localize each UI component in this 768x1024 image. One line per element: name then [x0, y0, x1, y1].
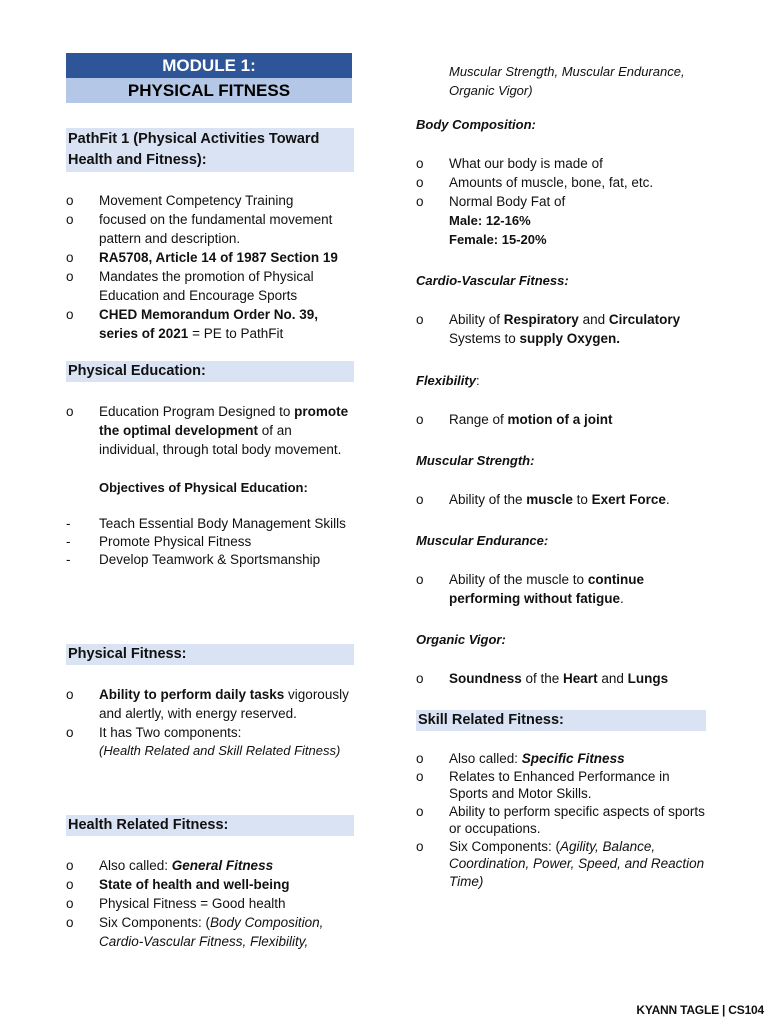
- list-item-text: Soundness: [449, 671, 522, 686]
- list-item: [66, 913, 354, 951]
- flexibility-heading-text: Flexibility: [416, 373, 476, 388]
- list-item: [416, 173, 706, 192]
- list-item-text: Respiratory: [503, 312, 579, 327]
- list-item-text: = PE to PathFit: [188, 326, 284, 341]
- list-item-text: vigorously and alertly, with energy reserved.: [99, 687, 349, 721]
- health-related-section: [66, 815, 354, 951]
- list-item-text: Ability to perform daily tasks: [99, 687, 285, 702]
- list-item: [66, 402, 354, 459]
- flexibility-heading: [416, 371, 706, 390]
- flexibility-list: [416, 410, 706, 429]
- list-item-text: .: [620, 591, 624, 606]
- module-title: PHYSICAL FITNESS: [66, 78, 352, 103]
- list-item: [416, 192, 706, 211]
- list-item-text: and: [597, 671, 628, 686]
- list-item-text: .: [665, 492, 670, 507]
- list-item: [416, 154, 706, 173]
- list-item: [66, 267, 354, 305]
- list-item-text: General Fitness: [171, 858, 274, 873]
- body-composition-list: [416, 154, 706, 211]
- list-item: [416, 490, 706, 509]
- list-item-text: Mandates the promotion of Physical Education and Encourage Sports: [99, 269, 314, 303]
- list-item-text: Normal Body Fat of: [449, 194, 566, 209]
- dash-icon: -: [66, 552, 71, 567]
- dash-icon: -: [66, 516, 71, 531]
- objective-item: [66, 515, 354, 533]
- list-item-text: and: [578, 312, 609, 327]
- muscular-strength-heading: Muscular Strength:: [416, 453, 535, 468]
- list-item: [416, 310, 706, 348]
- body-composition-section: [416, 115, 706, 249]
- list-item-text: Also called:: [449, 751, 522, 766]
- list-item-text: to: [572, 492, 592, 507]
- objective-item: [66, 551, 354, 569]
- male-range: Male: 12-16%: [449, 213, 531, 228]
- bullet-icon: o: [66, 687, 74, 702]
- list-item: [66, 894, 354, 913]
- list-item: [66, 685, 354, 723]
- list-item-text: Lungs: [627, 671, 669, 686]
- bullet-icon: o: [416, 751, 424, 766]
- list-item-text: Also called:: [99, 858, 172, 873]
- muscular-strength-section: [416, 451, 706, 509]
- list-item: [416, 768, 706, 803]
- list-item: [416, 838, 706, 891]
- list-item-text: Education Program Designed to: [99, 404, 295, 419]
- list-item-text: Circulatory: [608, 312, 681, 327]
- bullet-icon: o: [416, 803, 424, 819]
- components-continuation-text: Muscular Strength, Muscular Endurance, Organic Vigor): [449, 64, 685, 98]
- list-item-text: Amounts of muscle, bone, fat, etc.: [449, 175, 654, 190]
- pathfit-section: [66, 128, 354, 343]
- list-item: [66, 248, 354, 267]
- list-item: [66, 723, 354, 742]
- list-item-text: It has Two components:: [99, 725, 242, 740]
- list-item-text: Ability to perform specific aspects of sports or occupations.: [449, 803, 705, 836]
- bullet-icon: o: [416, 838, 424, 854]
- physical-education-heading: Physical Education:: [66, 361, 354, 382]
- female-range: Female: 15-20%: [449, 232, 547, 247]
- bullet-icon: o: [416, 194, 424, 209]
- bullet-icon: o: [416, 156, 424, 171]
- bullet-icon: o: [66, 193, 74, 208]
- list-item-text: promote the optimal development: [99, 404, 349, 438]
- list-item: [416, 410, 706, 429]
- objectives-list: [66, 515, 354, 569]
- list-item-text: Agility, Balance, Coordination, Power, Speed, and Reaction Time): [449, 838, 705, 889]
- cardio-section: [416, 271, 706, 348]
- bullet-icon: o: [66, 250, 74, 265]
- list-item-text: State of health and well-being: [99, 877, 290, 892]
- physical-fitness-heading: Physical Fitness:: [66, 644, 354, 665]
- bullet-icon: o: [66, 877, 74, 892]
- list-item: [416, 570, 706, 608]
- list-item: [66, 305, 354, 343]
- list-item-text: Ability of the: [449, 492, 527, 507]
- body-composition-heading: Body Composition:: [416, 117, 536, 132]
- objective-text: Teach Essential Body Management Skills: [99, 516, 346, 531]
- objectives-label: Objectives of Physical Education:: [99, 480, 308, 495]
- skill-related-section: [416, 710, 706, 890]
- skill-related-heading: Skill Related Fitness:: [416, 710, 706, 731]
- module-banner: [66, 53, 352, 103]
- muscular-strength-list: [416, 490, 706, 509]
- list-item: [66, 875, 354, 894]
- list-item: [66, 191, 354, 210]
- bullet-icon: o: [416, 671, 424, 686]
- list-item-text: What our body is made of: [449, 156, 603, 171]
- bullet-icon: o: [66, 269, 74, 284]
- list-item: [416, 669, 706, 688]
- flexibility-section: [416, 371, 706, 429]
- list-item-text: Relates to Enhanced Performance in Sports and Motor Skills.: [449, 768, 670, 801]
- list-item-text: Body Composition, Cardio-Vascular Fitness, Flexibility,: [99, 915, 324, 949]
- list-item-text: of the: [521, 671, 564, 686]
- bullet-icon: o: [66, 896, 74, 911]
- list-item: [416, 750, 706, 768]
- list-item-text: continue performing without fatigue: [449, 572, 645, 606]
- cardio-heading: Cardio-Vascular Fitness:: [416, 273, 569, 288]
- objective-item: [66, 533, 354, 551]
- organic-vigor-heading: Organic Vigor:: [416, 632, 506, 647]
- list-item: [66, 210, 354, 248]
- list-item-text: Exert Force: [591, 492, 666, 507]
- physical-education-list: [66, 402, 354, 459]
- health-related-heading: Health Related Fitness:: [66, 815, 354, 836]
- list-item-text: Physical Fitness = Good health: [99, 896, 286, 911]
- objective-text: Develop Teamwork & Sportsmanship: [99, 552, 321, 567]
- list-item-text: Heart: [563, 671, 598, 686]
- list-item-text: CHED Memorandum Order No. 39, series of 2021: [99, 307, 319, 341]
- muscular-endurance-heading: Muscular Endurance:: [416, 533, 549, 548]
- physical-fitness-section: [66, 644, 354, 760]
- list-item-text: Six Components: (: [99, 915, 211, 930]
- list-item-text: Ability of: [449, 312, 504, 327]
- bullet-icon: o: [416, 572, 424, 587]
- muscular-endurance-list: [416, 570, 706, 608]
- list-item-text: Range of: [449, 412, 508, 427]
- bullet-icon: o: [416, 175, 424, 190]
- bullet-icon: o: [66, 858, 74, 873]
- list-item: [66, 856, 354, 875]
- list-item: [416, 803, 706, 838]
- flexibility-heading-colon: :: [475, 373, 480, 388]
- bullet-icon: o: [416, 412, 424, 427]
- bullet-icon: o: [416, 492, 424, 507]
- muscular-endurance-section: [416, 531, 706, 608]
- list-item-text: of an individual, through total body movement.: [99, 423, 342, 457]
- list-item-text: motion of a joint: [507, 412, 613, 427]
- objective-text: Promote Physical Fitness: [99, 534, 252, 549]
- physical-fitness-list: [66, 685, 354, 742]
- list-item-text: muscle: [526, 492, 573, 507]
- list-item-text: Systems to: [449, 331, 520, 346]
- list-item-text: Specific Fitness: [521, 751, 625, 766]
- bullet-icon: o: [66, 212, 74, 227]
- list-item-text: Movement Competency Training: [99, 193, 294, 208]
- list-item-text: Ability of the muscle to: [449, 572, 588, 587]
- bullet-icon: o: [66, 404, 74, 419]
- list-item-text: Six Components: (: [449, 838, 561, 854]
- list-item-text: supply Oxygen.: [519, 331, 621, 346]
- list-item-text: RA5708, Article 14 of 1987 Section 19: [99, 250, 338, 265]
- bullet-icon: o: [416, 312, 424, 327]
- organic-vigor-list: [416, 669, 706, 688]
- module-number: MODULE 1:: [66, 53, 352, 78]
- bullet-icon: o: [66, 915, 74, 930]
- components-note: (Health Related and Skill Related Fitness): [99, 743, 341, 758]
- health-related-list: [66, 856, 354, 951]
- bullet-icon: o: [416, 768, 424, 784]
- footer-author-course: KYANN TAGLE | CS104: [636, 1003, 764, 1017]
- cardio-list: [416, 310, 706, 348]
- list-item-text: focused on the fundamental movement pattern and description.: [99, 212, 333, 246]
- skill-related-list: [416, 750, 706, 890]
- pathfit-heading: PathFit 1 (Physical Activities Toward Health and Fitness):: [66, 128, 354, 172]
- bullet-icon: o: [66, 725, 74, 740]
- components-continuation: [416, 62, 706, 100]
- pathfit-list: [66, 191, 354, 343]
- dash-icon: -: [66, 534, 71, 549]
- organic-vigor-section: [416, 630, 706, 688]
- bullet-icon: o: [66, 307, 74, 322]
- physical-education-section: [66, 361, 354, 569]
